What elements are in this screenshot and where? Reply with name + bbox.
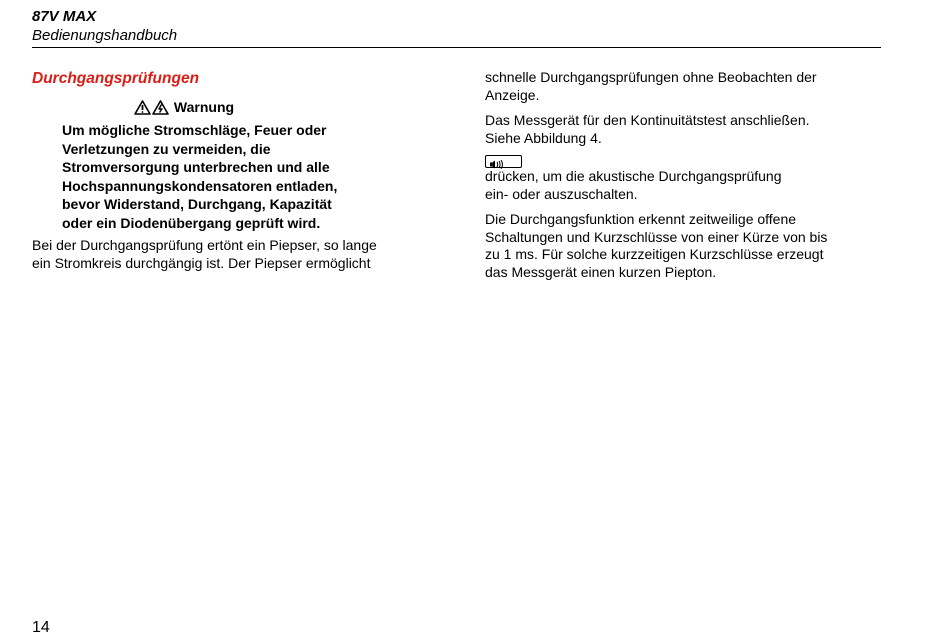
warning-text	[62, 121, 382, 232]
beeper-toggle-line1: drücken, um die akustische Durchgangsprüfung	[485, 168, 782, 184]
warning-line: Verletzungen zu vermeiden, die	[62, 140, 271, 157]
warning-heading	[32, 98, 336, 116]
continuity-intro-paragraph	[32, 237, 432, 272]
warning-line: oder ein Diodenübergang geprüft wird.	[62, 214, 321, 231]
warning-line: Stromversorgung unterbrechen und alle	[62, 159, 330, 175]
warning-line: Um mögliche Stromschläge, Feuer oder	[62, 122, 327, 138]
warning-label: Warnung	[173, 99, 235, 115]
header-rule	[32, 47, 881, 48]
text-line: Schaltungen und Kurzschlüsse von einer Kürze von bis	[485, 228, 828, 245]
text-line: Bei der Durchgangsprüfung ertönt ein Piepser, so lange	[32, 237, 377, 253]
text-line: Das Messgerät für den Kontinuitätstest anschließen.	[485, 112, 810, 128]
right-column	[485, 69, 885, 289]
text-line: zu 1 ms. Für solche kurzzeitigen Kurzschlüsse erzeugt	[485, 246, 824, 262]
page-number: 14	[32, 619, 50, 636]
intermittent-detection-paragraph	[485, 211, 885, 281]
warning-line: bevor Widerstand, Durchgang, Kapazität	[62, 196, 332, 212]
text-line: Siehe Abbildung 4.	[485, 129, 602, 146]
warning-triangle-icon	[134, 100, 169, 115]
section-title: Durchgangsprüfungen	[32, 70, 200, 87]
warning-line: Hochspannungskondensatoren entladen,	[62, 177, 338, 194]
beeper-toggle-paragraph	[485, 155, 885, 203]
text-line: Anzeige.	[485, 86, 540, 103]
page-header	[32, 7, 880, 45]
header-model: 87V MAX	[32, 8, 97, 25]
text-line: ein Stromkreis durchgängig ist. Der Piepser ermöglicht	[32, 254, 371, 271]
connection-paragraph	[485, 112, 885, 147]
text-line: schnelle Durchgangsprüfungen ohne Beobachten der	[485, 69, 817, 85]
continuity-paragraph-continued	[485, 69, 885, 104]
electric-hazard-icon	[152, 100, 169, 115]
beeper-key-icon	[485, 155, 522, 168]
left-column	[32, 69, 432, 272]
text-line: das Messgerät einen kurzen Piepton.	[485, 263, 717, 280]
warning-triangle-icon	[134, 100, 151, 115]
header-manual-title: Bedienungshandbuch	[32, 27, 178, 44]
text-line: Die Durchgangsfunktion erkennt zeitweilige offene	[485, 211, 797, 227]
beeper-toggle-line2: ein- oder auszuschalten.	[485, 185, 638, 202]
